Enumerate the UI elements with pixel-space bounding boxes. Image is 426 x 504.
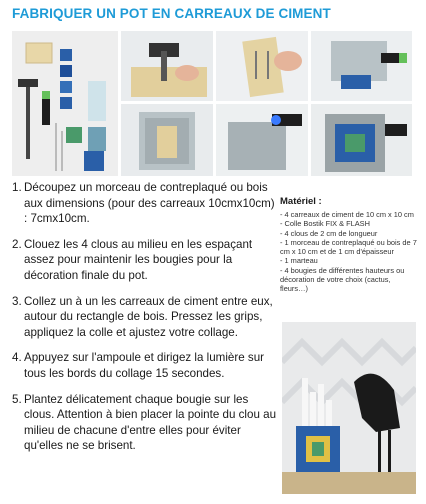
materials-panel <box>280 196 420 294</box>
step-2 <box>12 237 277 284</box>
photo-gluing <box>311 31 412 101</box>
materials-item: - 4 bougies de différentes hauteurs ou décoration de votre choix (cactus, fleurs…) <box>280 265 405 294</box>
photo-assembled-box <box>121 104 213 176</box>
hammer-image <box>121 31 213 101</box>
step-5 <box>12 392 277 454</box>
materials-item: - 1 morceau de contreplaqué ou bois de 7 cm x 10 cm et de 1 cm d'épaisseur <box>280 237 417 257</box>
instruction-steps <box>12 180 277 464</box>
materials-list <box>280 210 420 294</box>
glue-gun-image <box>311 31 412 101</box>
step-3 <box>12 294 277 341</box>
materials-item: - Colle Bostik FIX & FLASH <box>280 219 370 229</box>
step-1 <box>12 180 277 227</box>
step-text: Clouez les 4 clous au milieu en les espaçant assez pour maintenir les bougies pour la décoration finale du pot. <box>24 237 253 282</box>
box-image <box>121 104 213 176</box>
materials-item: - 1 marteau <box>280 256 318 266</box>
step-4 <box>12 350 277 381</box>
step-text: Appuyez sur l'ampoule et dirigez la lumière sur tous les bords du collage 15 secondes. <box>24 351 264 380</box>
photo-hammering <box>121 31 213 101</box>
uv-lamp-image <box>216 104 308 176</box>
step-number: 1. <box>12 181 22 194</box>
photo-cement-tile <box>311 104 412 176</box>
photo-materials <box>12 31 118 176</box>
page-title: FABRIQUER UN POT EN CARREAUX DE CIMENT <box>12 6 331 21</box>
step-number: 2. <box>12 237 22 251</box>
materials-item: - 4 clous de 2 cm de longueur <box>280 228 378 238</box>
step-number: 3. <box>12 294 22 308</box>
nails-image <box>216 31 308 101</box>
step-number: 5. <box>12 392 22 406</box>
photo-uv-lamp <box>216 104 308 176</box>
materials-heading: Matériel : <box>280 196 322 207</box>
tile-image <box>311 104 412 176</box>
photo-nails <box>216 31 308 101</box>
photo-final-pot <box>282 322 416 494</box>
materials-image <box>12 31 118 176</box>
step-text: Plantez délicatement chaque bougie sur les clous. Attention à bien placer la pointe du clou au milieu de chacune d'entre elles pour éviter qu'elles ne se brisent. <box>24 392 277 453</box>
finished-pot-image <box>282 322 416 494</box>
step-number: 4. <box>12 351 22 365</box>
step-text: Collez un à un les carreaux de ciment entre eux, autour du rectangle de bois. Pressez les grips, appliquez la colle et ajustez votre collage. <box>24 294 273 339</box>
materials-item: - 4 carreaux de ciment de 10 cm x 10 cm <box>280 210 414 219</box>
step-text: Découpez un morceau de contreplaqué ou bois aux dimensions (pour des carreaux 10cmx10cm) : 7cmx10cm. <box>24 181 275 226</box>
